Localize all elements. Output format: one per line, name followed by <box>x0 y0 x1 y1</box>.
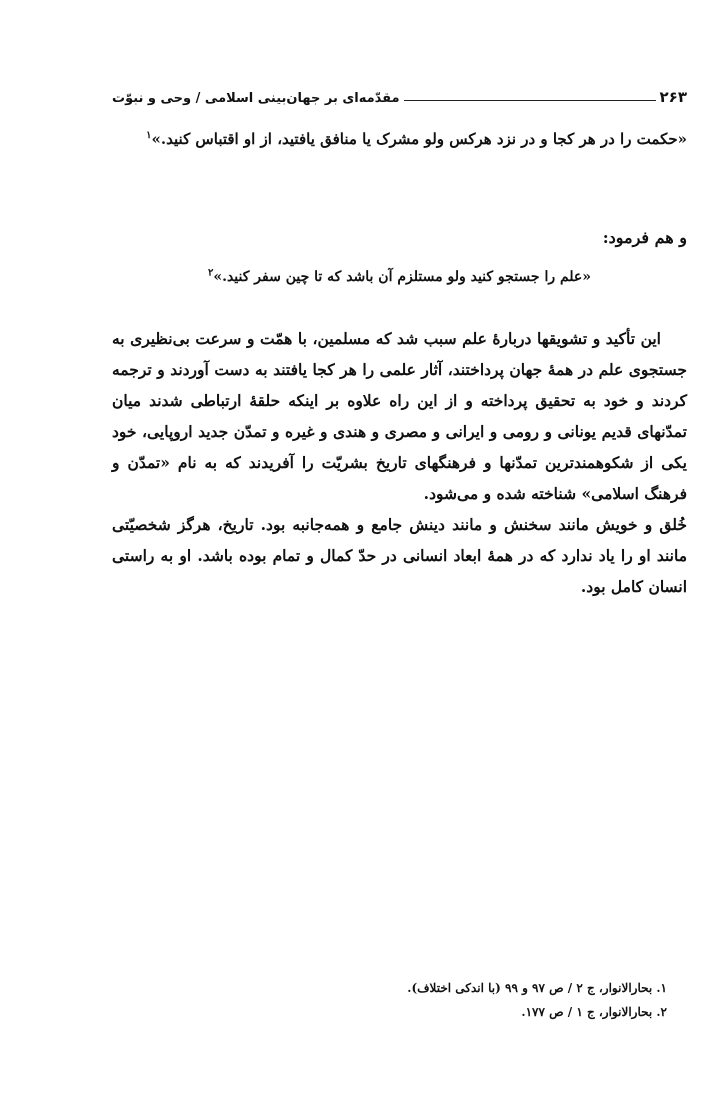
section-lead-in: و هم فرمود: <box>602 228 687 247</box>
paragraph-1: این تأکید و تشویقها دربارهٔ علم سبب شد که مسلمین، با همّت و سرعت بی‌نظیری به جستجوی علم در همهٔ جهان پرداختند، آثار علمی را هر کجا یافتند به دست آوردند و ترجمه کردند و خود به تحقیق پرداخته و از این راه علاوه بر اینکه حلقهٔ ارتباطی شدند میان تمدّنهای قدیم یونانی و رومی و ایرانی و مصری و هندی و غیره و تمدّن جدید اروپایی، خود یکی از شکوهمندترین تمدّنها و فرهنگهای تاریخ بشریّت را آفریدند که به نام «تمدّن و فرهنگ اسلامی» شناخته شده و می‌شود. <box>112 329 687 503</box>
footnote-2: ۲. بحارالانوار، ج ۱ / ص ۱۷۷. <box>521 1005 667 1019</box>
footnote-1: ۱. بحارالانوار، ج ۲ / ص ۹۷ و ۹۹ (با اندکی اختلاف). <box>407 981 667 995</box>
page-number: ۲۶۳ <box>659 88 687 106</box>
header-rule <box>404 100 656 101</box>
paragraph-2: خُلق و خویش مانند سخنش و مانند دینش جامع و همه‌جانبه بود. تاریخ، هرگز شخصیّتی مانند او را یاد ندارد که در همهٔ ابعاد انسانی در حدّ کمال و تمام بوده باشد. او به راستی انسان کامل بود. <box>112 515 687 596</box>
running-header-title: مقدّمه‌ای بر جهان‌بینی اسلامی / وحی و نبوّت <box>112 91 400 106</box>
quote-hadith-2 <box>112 265 687 289</box>
body-text <box>112 323 687 602</box>
footnote-ref-2: ۲ <box>207 267 214 279</box>
running-header <box>112 82 687 106</box>
quote-2-text: «علم را جستجو کنید ولو مستلزم آن باشد که تا چین سفر کنید.» <box>213 269 592 285</box>
footnote-ref-1: ۱ <box>146 130 152 141</box>
quote-1-text: «حکمت را در هر کجا و در نزد هرکس ولو مشرک یا منافق یافتید، از او اقتباس کنید.» <box>151 130 687 148</box>
quote-hadith-1 <box>112 124 687 155</box>
footnotes <box>112 976 667 1024</box>
